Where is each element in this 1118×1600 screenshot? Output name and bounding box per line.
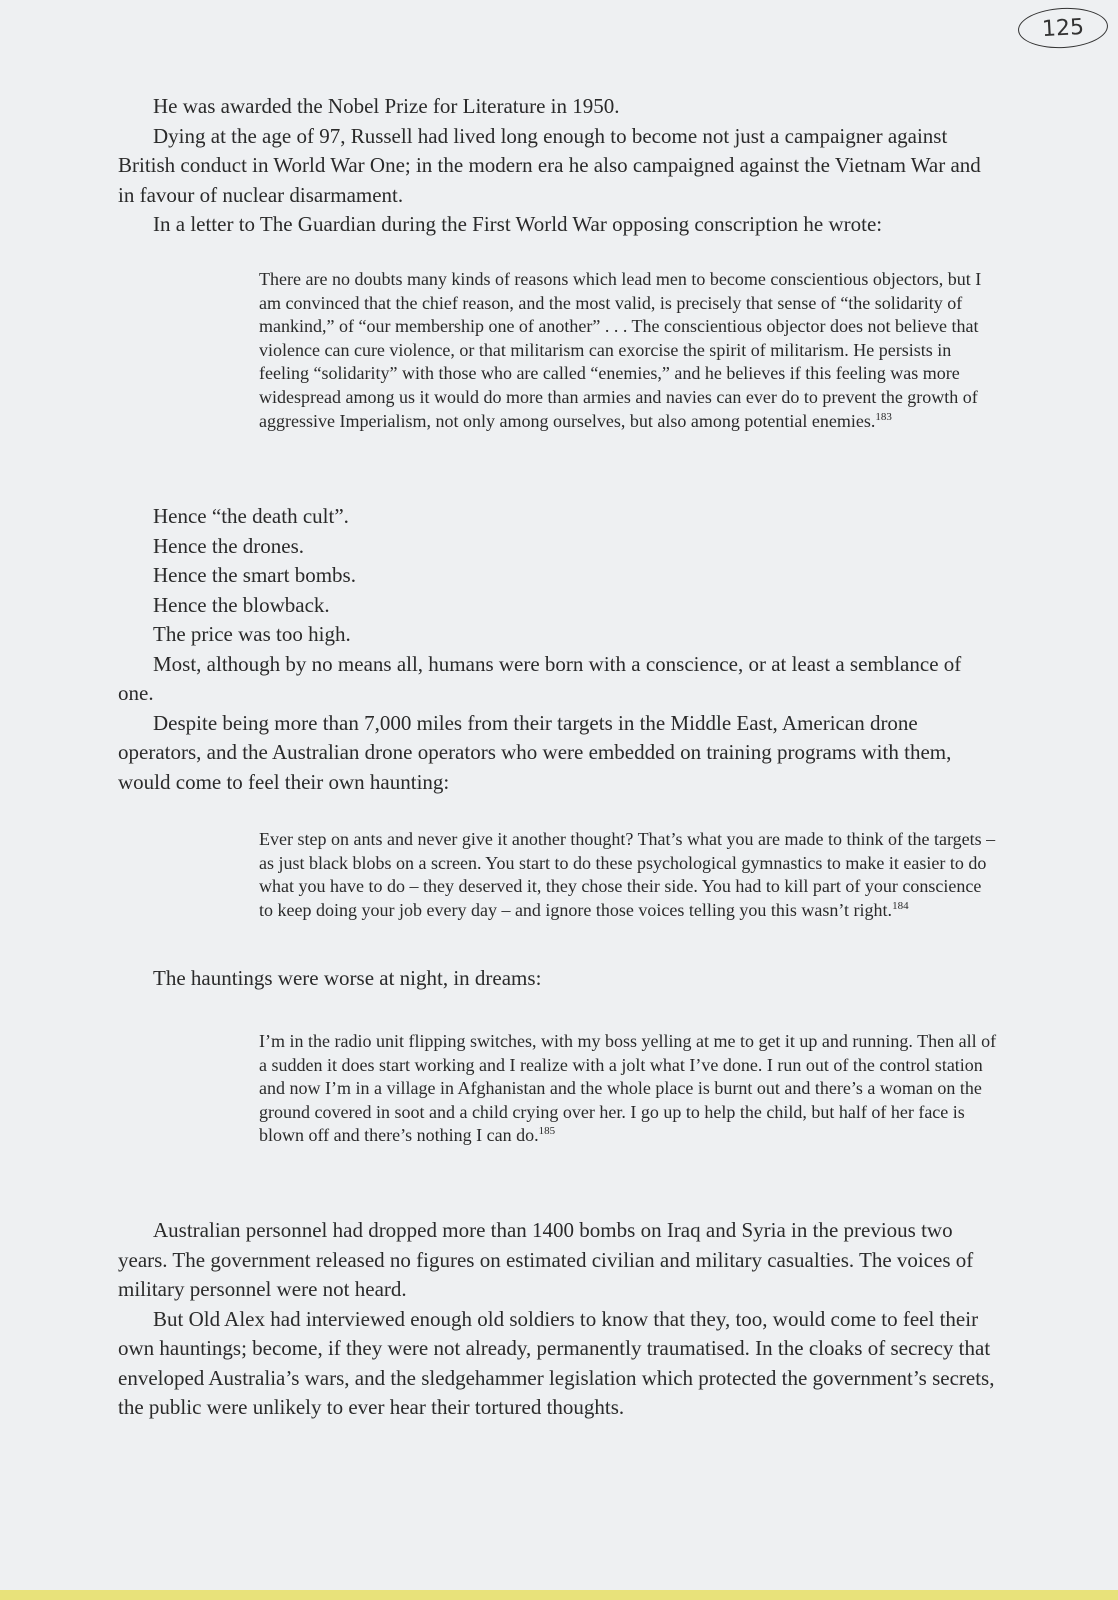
paragraph: Hence “the death cult”. xyxy=(153,504,349,528)
paragraph: The price was too high. xyxy=(153,622,351,646)
paragraph: Dying at the age of 97, Russell had lived long enough to become not just a campaigner against British conduct in World War One; in the modern era he also campaigned against the Vietnam War and in favour of nuclear disarmament. xyxy=(118,123,981,207)
paragraph: Australian personnel had dropped more than 1400 bombs on Iraq and Syria in the previous two years. The government released no figures on estimated civilian and military casualties. The voices of military personnel were not heard. xyxy=(118,1218,974,1301)
paragraph: He was awarded the Nobel Prize for Literature in 1950. xyxy=(153,94,620,118)
paragraph: But Old Alex had interviewed enough old soldiers to know that they, too, would come to feel their own hauntings; become, if they were not already, permanently traumatised. In the cloaks of secrecy that enveloped Australia’s wars, and the sledgehammer legislation which protected the government’s secrets, the public were unlikely to ever hear their tortured thoughts. xyxy=(118,1306,995,1419)
page-bottom-edge xyxy=(0,1590,1118,1600)
section-2 xyxy=(118,502,998,797)
section-3 xyxy=(118,964,998,994)
paragraph: Despite being more than 7,000 miles from their targets in the Middle East, American drone operators, and the Australian drone operators who were embedded on training programs with them, would come to feel their own haunting: xyxy=(118,710,952,794)
footnote-marker: 183 xyxy=(875,410,892,423)
paragraph: Hence the drones. xyxy=(153,533,305,558)
paragraph: Most, although by no means all, humans were born with a conscience, or at least a semblance of one. xyxy=(118,651,962,705)
section-4 xyxy=(118,1216,998,1423)
paragraph: In a letter to The Guardian during the First World War opposing conscription he wrote: xyxy=(153,212,883,236)
quote-text: Ever step on ants and never give it another thought? That’s what you are made to think of the targets – as just black blobs on a screen. You start to do these psychological gymnastics to make it easier to do what you have to do – they deserved it, they chose their side. You had to kill part of your conscience to keep doing your job every day – and ignore those voices telling you this wasn’t right.$^{184}$ xyxy=(259,829,996,920)
quote-text: There are no doubts many kinds of reasons which lead men to become conscientious objectors, but I am convinced that the chief reason, and the most valid, is precisely that sense of “the solidarity of mankind,” of “our membership one of another” . . . The conscientious objector does not believe that violence can cure violence, or that militarism can exorcise the spirit of militarism. He persists in feeling “solidarity” with those who are called “enemies,” and he believes if this feeling was more widespread among us it would do more than armies and navies can ever do to prevent the growth of aggressive Imperialism, not only among ourselves, but also among potential enemies.$^{183}$ xyxy=(259,269,982,431)
block-quote-2 xyxy=(259,828,999,922)
block-quote-1 xyxy=(259,268,999,433)
quote-text: I’m in the radio unit flipping switches, with my boss yelling at me to get it up and running. Then all of a sudden it does start working and I realize with a jolt what I’ve done. I run out of the control station and now I’m in a village in Afghanistan and the whole place is burnt out and there’s a woman on the ground covered in soot and a child crying over her. I go up to help the child, but half of her face is blown off and there’s nothing I can do.$^{185}$ xyxy=(259,1031,997,1146)
paragraph: Hence the smart bombs. xyxy=(153,563,356,587)
footnote-marker: 184 xyxy=(892,899,909,912)
page-number: 125 xyxy=(1017,6,1109,51)
section-1 xyxy=(118,92,998,240)
block-quote-3 xyxy=(259,1030,999,1148)
paragraph: The hauntings were worse at night, in dreams: xyxy=(153,966,542,990)
footnote-marker: 185 xyxy=(538,1125,556,1138)
paragraph: Hence the blowback. xyxy=(153,592,330,617)
